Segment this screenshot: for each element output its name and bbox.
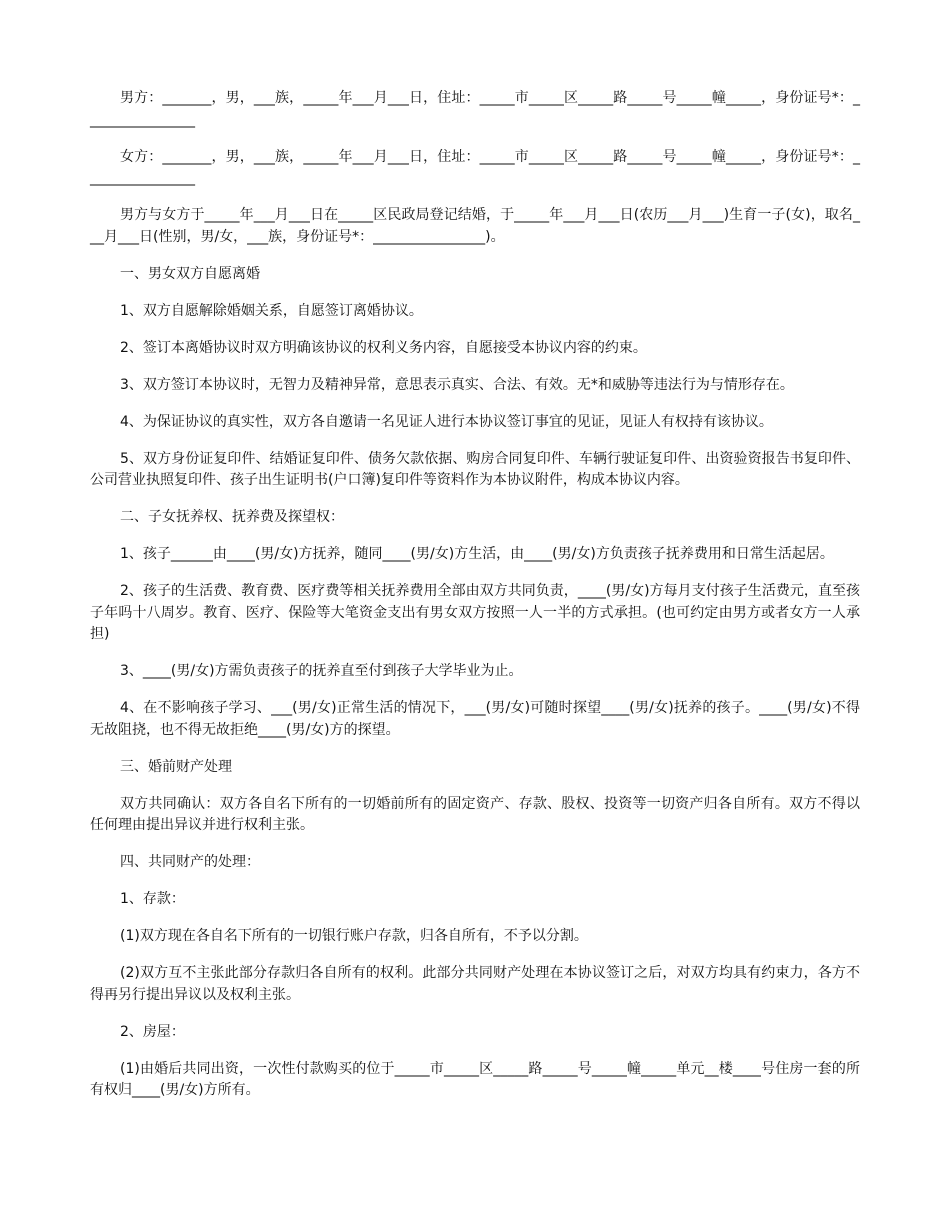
clause-4-1-2: (2)双方互不主张此部分存款归各自所有的权利。此部分共同财产处理在本协议签订之后，对双方均具有约束力，各方不得再另行提出异议以及权利主张。 (90, 965, 860, 1003)
clause-4-1-1: (1)双方现在各自名下所有的一切银行账户存款，归各自所有，不予以分割。 (120, 928, 588, 944)
clause-1-2: 2、签订本离婚协议时双方明确该协议的权利义务内容，自愿接受本协议内容的约束。 (120, 339, 647, 356)
clause-1-3: 3、双方签订本协议时，无智力及精神异常，意思表示真实、合法、有效。无*和威胁等违法行为与情形存在。 (120, 376, 794, 393)
section-heading-custody: 二、子女抚养权、抚养费及探望权： (120, 509, 344, 525)
clause-2-1: 1、孩子______由____(男/女)方抚养，随同____(男/女)方生活，由____(男/女)方负责孩子抚养费用和日常生活起居。 (120, 546, 834, 562)
clause-4-2-1: (1)由婚后共同出资，一次性付款购买的位于_____市_____区_____路_____号_____幢_____单元__楼____号住房一套的所有权归____(男/女)方所有。 (90, 1060, 860, 1098)
clause-1-5: 5、双方身份证复印件、结婚证复印件、债务欠款依据、购房合同复印件、车辆行驶证复印件、出资验资报告书复印件、公司营业执照复印件、孩子出生证明书(户口簿)复印件等资料作为本协议附件，构成本协议内容。 (90, 450, 860, 488)
clause-2-2: 2、孩子的生活费、教育费、医疗费等相关抚养费用全部由双方共同负责，____(男/女)方每月支付孩子生活费元，直至孩子年吗十八周岁。教育、医疗、保险等大笔资金支出有男女双方按照一人一半的方式承担。(也可约定由男方或者女方一人承担) (90, 583, 860, 642)
section-heading-joint-property: 四、共同财产的处理： (120, 854, 260, 870)
section-heading-voluntary-divorce: 一、男女双方自愿离婚 (120, 265, 260, 282)
party-female-info: 女方：_______，男，___族，_____年___月___日，住址：_____市_____区_____路_____号_____幢_____，身份证号*：________________ (90, 148, 860, 186)
clause-2-3: 3、____(男/女)方需负责孩子的抚养直至付到孩子大学毕业为止。 (120, 663, 523, 679)
party-male-info: 男方：_______，男，___族，_____年___月___日，住址：_____市_____区_____路_____号_____幢_____，身份证号*：________________ (90, 90, 860, 128)
clause-1-1: 1、双方自愿解除婚姻关系，自愿签订离婚协议。 (120, 302, 423, 319)
marriage-and-child-info: 男方与女方于_____年___月___日在_____区民政局登记结婚，于_____年___月___日(农历___月___)生育一子(女)，取名___月___日(性别，男/女，___族，身份证号*：________________)。 (90, 207, 860, 245)
clause-3-body: 双方共同确认：双方各自名下所有的一切婚前所有的固定资产、存款、股权、投资等一切资产归各自所有。双方不得以任何理由提出异议并进行权利主张。 (90, 795, 860, 833)
subheading-deposits: 1、存款： (120, 891, 185, 907)
clause-2-4: 4、在不影响孩子学习、___(男/女)正常生活的情况下，___(男/女)可随时探望____(男/女)抚养的孩子。____(男/女)不得无故阻挠，也不得无故拒绝____(男/女)方的探望。 (90, 700, 860, 738)
subheading-housing: 2、房屋： (120, 1023, 185, 1040)
section-heading-premarital-property: 三、婚前财产处理 (120, 758, 232, 775)
clause-1-4: 4、为保证协议的真实性，双方各自邀请一名见证人进行本协议签订事宜的见证，见证人有权持有该协议。 (120, 413, 773, 430)
document-body (90, 88, 860, 1117)
